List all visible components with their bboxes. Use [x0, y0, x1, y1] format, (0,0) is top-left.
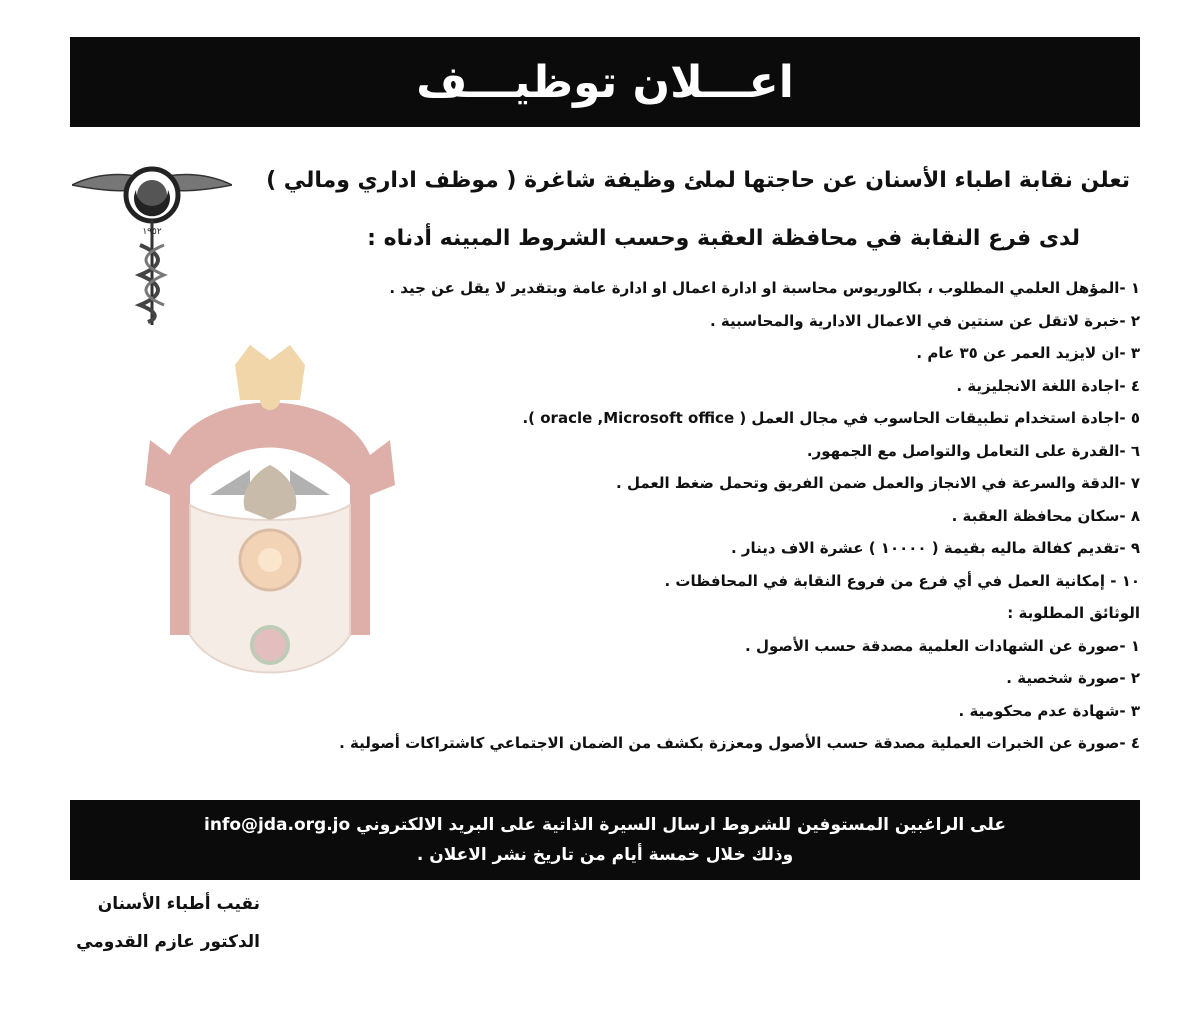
condition-item: ٨ -سكان محافظة العقبة .: [951, 506, 1140, 525]
document-item: ١ -صورة عن الشهادات العلمية مصدقة حسب الأصول .: [745, 636, 1140, 655]
documents-section: [240, 597, 1140, 760]
document-item: ٤ -صورة عن الخبرات العملية مصدقة حسب الأصول ومعززة بكشف من الضمان الاجتماعي كاشتراكات أصولية .: [339, 734, 1140, 752]
condition-item: ٦ -القدرة على التعامل والتواصل مع الجمهور.: [806, 441, 1140, 460]
condition-item: ٥ -اجادة استخدام تطبيقات الحاسوب في مجال العمل ( oracle ,Microsoft office ).: [522, 409, 1140, 427]
condition-item: ١٠ - إمكانية العمل في أي فرع من فروع النقابة في المحافظات .: [664, 571, 1140, 590]
intro-line-1: تعلن نقابة اطباء الأسنان عن حاجتها لملئ وظيفة شاغرة ( موظف اداري ومالي ): [266, 168, 1130, 193]
signature-title: نقيب أطباء الأسنان: [97, 894, 260, 914]
document-item: ٣ -شهادة عدم محكومية .: [958, 701, 1140, 720]
documents-list: [240, 630, 1140, 760]
notice-line-2: وذلك خلال خمسة أيام من تاريخ نشر الاعلان .: [416, 845, 794, 865]
page-title: اعـــلان توظيـــف: [416, 56, 794, 108]
condition-item: ٣ -ان لايزيد العمر عن ٣٥ عام .: [916, 344, 1140, 362]
condition-item: ٢ -خبرة لاتقل عن سنتين في الاعمال الادارية والمحاسبية .: [709, 311, 1140, 330]
signature-name: الدكتور عازم القدومي: [76, 932, 260, 952]
logo-year: ١٩٥٢: [142, 227, 162, 237]
condition-item: ٩ -تقديم كفالة ماليه بقيمة ( ١٠٠٠٠ ) عشرة الاف دينار .: [730, 539, 1140, 557]
application-notice: [70, 800, 1140, 880]
signature-block: [70, 885, 260, 961]
document-item: ٢ -صورة شخصية .: [1006, 669, 1140, 687]
condition-item: ٧ -الدقة والسرعة في الانجاز والعمل ضمن الفريق وتحمل ضغط العمل .: [616, 474, 1140, 492]
condition-item: ١ -المؤهل العلمي المطلوب ، بكالوريوس محاسبة او ادارة اعمال او ادارة عامة وبتقدير لا يقل عن جيد .: [389, 279, 1140, 297]
intro-line-2: لدى فرع النقابة في محافظة العقبة وحسب الشروط المبينه أدناه :: [367, 226, 1080, 251]
conditions-list: [240, 272, 1140, 597]
documents-title: الوثائق المطلوبة :: [1007, 604, 1140, 622]
notice-line-1: على الراغبين المستوفين للشروط ارسال السيرة الذاتية على البريد الالكتروني info@jda.org.jo: [204, 815, 1006, 835]
title-banner: [70, 37, 1140, 127]
condition-item: ٤ -اجادة اللغة الانجليزية .: [956, 376, 1140, 395]
